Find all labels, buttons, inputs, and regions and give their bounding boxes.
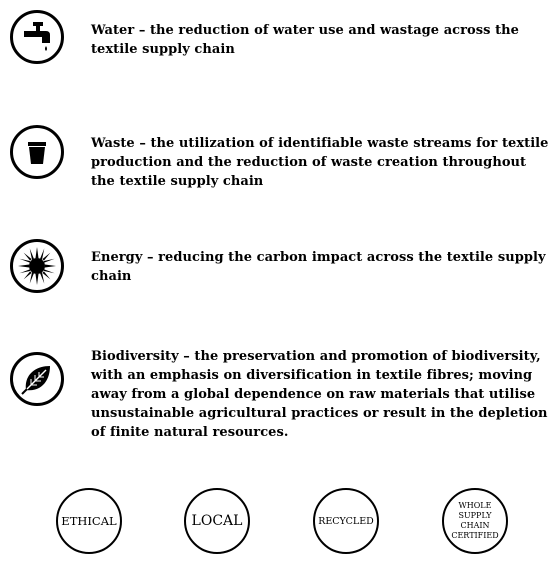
water-tap-icon	[10, 10, 64, 64]
whole-supply-chain-certified-badge	[442, 488, 508, 554]
leaf-icon	[10, 352, 64, 406]
trash-bin-icon	[10, 125, 64, 179]
water-description: Water – the reduction of water use and wastage across the textile supply chain	[91, 23, 519, 57]
energy-description: Energy – reducing the carbon impact across the textile supply chain	[91, 250, 546, 284]
local-badge	[184, 488, 250, 554]
badge-line-whole: WHOLE	[458, 501, 492, 510]
badge-line-certified: CERTIFIED	[451, 531, 499, 540]
biodiversity-description: Biodiversity – the preservation and promotion of biodiversity, with an emphasis on diversification in textile fibres; moving away from a global dependence on raw materials that utilise unsustainable agricultural practices or result in the depletion of finite natural resources.	[91, 349, 548, 440]
ethical-badge-label: ETHICAL	[61, 514, 117, 528]
ethical-badge	[56, 488, 122, 554]
badge-line-chain: CHAIN	[460, 521, 490, 530]
sun-icon	[10, 239, 64, 293]
recycled-badge	[313, 488, 379, 554]
waste-description: Waste – the utilization of identifiable waste streams for textile production and the reduction of waste creation throughout the textile supply chain	[91, 136, 549, 189]
badge-line-supply: SUPPLY	[458, 511, 492, 520]
recycled-badge-label: RECYCLED	[318, 515, 374, 527]
local-badge-label: LOCAL	[191, 513, 243, 529]
